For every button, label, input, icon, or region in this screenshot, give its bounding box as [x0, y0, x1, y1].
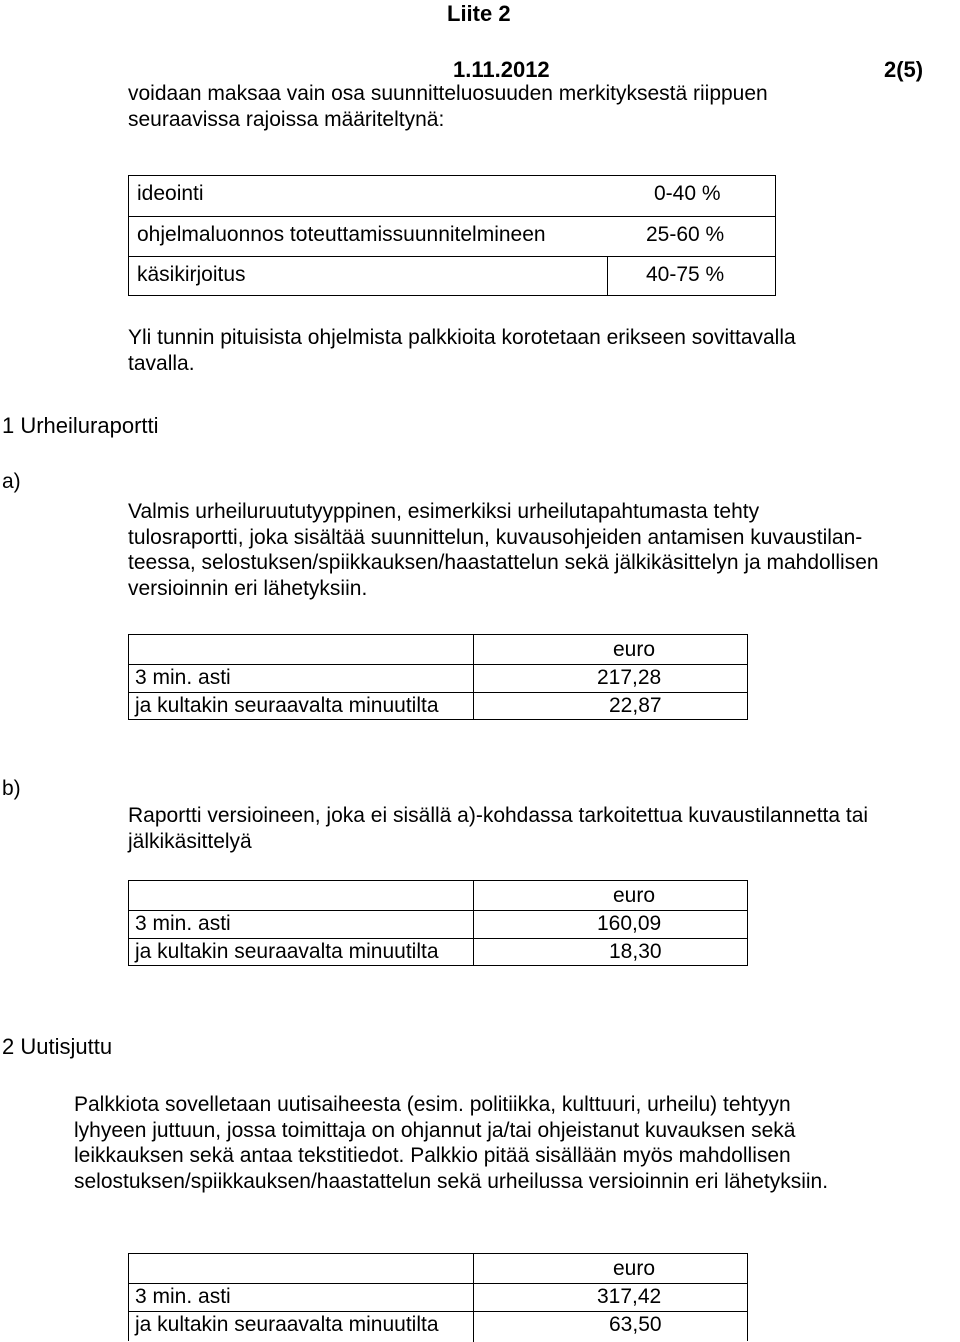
section-title: 1 Urheiluraportti: [2, 413, 159, 438]
paragraph-line: selostuksen/spiikkauksen/haastattelun sekä urheilussa versioinnin eri lähetyksiin.: [74, 1169, 829, 1193]
paragraph-line: lyhyeen juttuun, jossa toimittaja on ohjannut ja/tai ohjeistanut kuvauksen sekä: [74, 1118, 796, 1142]
paragraph-line: tulosraportti, joka sisältää suunnittelun, kuvausohjeiden antamisen kuvaustilan-: [128, 525, 863, 549]
row-label: 3 min. asti: [135, 1285, 231, 1308]
column-divider: [473, 1254, 474, 1342]
row-divider: [129, 664, 747, 665]
row-label: 3 min. asti: [135, 666, 231, 689]
row-value: 18,30: [609, 940, 662, 963]
paragraph-line: Raportti versioineen, joka ei sisällä a)-kohdassa tarkoitettua kuvaustilannetta tai: [128, 804, 869, 827]
row-label: ja kultakin seuraavalta minuutilta: [135, 1313, 439, 1336]
intro-paragraph: [128, 81, 768, 132]
row-divider: [129, 910, 747, 911]
currency-header: euro: [613, 638, 656, 661]
row-value: 217,28: [597, 666, 662, 689]
range-value: 40-75 %: [646, 263, 725, 286]
range-label: ohjelmaluonnos toteuttamissuunnitelmineen: [137, 223, 546, 246]
range-value: 0-40 %: [654, 182, 721, 205]
range-label: ideointi: [137, 182, 204, 205]
price-table: [128, 880, 748, 966]
range-value: 25-60 %: [646, 223, 725, 246]
row-value: 22,87: [609, 694, 662, 717]
document-date: 1.11.2012: [453, 57, 550, 82]
paragraph-line: jälkikäsittelyä: [128, 829, 252, 853]
paragraph-line: Palkkiota sovelletaan uutisaiheesta (esim. politiikka, kulttuuri, urheilu) tehtyyn: [74, 1093, 791, 1116]
paragraph-line: Valmis urheiluruututyyppinen, esimerkiksi urheilutapahtumasta tehty: [128, 500, 760, 523]
planning-share-table: [128, 175, 776, 296]
column-divider: [607, 256, 608, 296]
row-value: 160,09: [597, 912, 662, 935]
table-row: [129, 176, 775, 216]
paragraph-line: teessa, selostuksen/spiikkauksen/haastattelun sekä jälkikäsittelyn ja mahdollisen: [128, 551, 879, 574]
column-divider: [473, 881, 474, 965]
page-number: 2(5): [884, 57, 924, 82]
row-divider: [129, 938, 747, 939]
row-divider: [129, 692, 747, 693]
note-line: Yli tunnin pituisista ohjelmista palkkioita korotetaan erikseen sovittavalla: [128, 326, 796, 349]
price-table: [128, 634, 748, 720]
section1-b-paragraph: [128, 803, 868, 854]
section1-a-paragraph: [128, 499, 879, 601]
note-paragraph: [128, 325, 796, 376]
paragraph-line: versioinnin eri lähetyksiin.: [128, 576, 368, 600]
intro-line: voidaan maksaa vain osa suunnitteluosuuden merkityksestä riippuen: [128, 82, 768, 105]
table-row: [129, 216, 775, 257]
currency-header: euro: [613, 884, 656, 907]
range-label: käsikirjoitus: [137, 263, 246, 286]
row-value: 63,50: [609, 1313, 662, 1336]
table-row: [129, 256, 775, 297]
note-line: tavalla.: [128, 351, 195, 375]
section-title: 2 Uutisjuttu: [2, 1034, 113, 1059]
item-marker: b): [2, 777, 21, 800]
row-value: 317,42: [597, 1285, 662, 1308]
price-table: [128, 1253, 748, 1341]
row-divider: [129, 1283, 747, 1284]
item-marker: a): [2, 470, 21, 493]
row-label: 3 min. asti: [135, 912, 231, 935]
column-divider: [473, 635, 474, 719]
row-label: ja kultakin seuraavalta minuutilta: [135, 694, 439, 717]
intro-line: seuraavissa rajoissa määriteltynä:: [128, 107, 445, 131]
attachment-label: Liite 2: [447, 1, 511, 26]
paragraph-line: leikkauksen sekä antaa tekstitiedot. Palkkio pitää sisällään myös mahdollisen: [74, 1144, 791, 1167]
row-label: ja kultakin seuraavalta minuutilta: [135, 940, 439, 963]
row-divider: [129, 1311, 747, 1312]
section2-paragraph: [74, 1092, 828, 1194]
currency-header: euro: [613, 1257, 656, 1280]
